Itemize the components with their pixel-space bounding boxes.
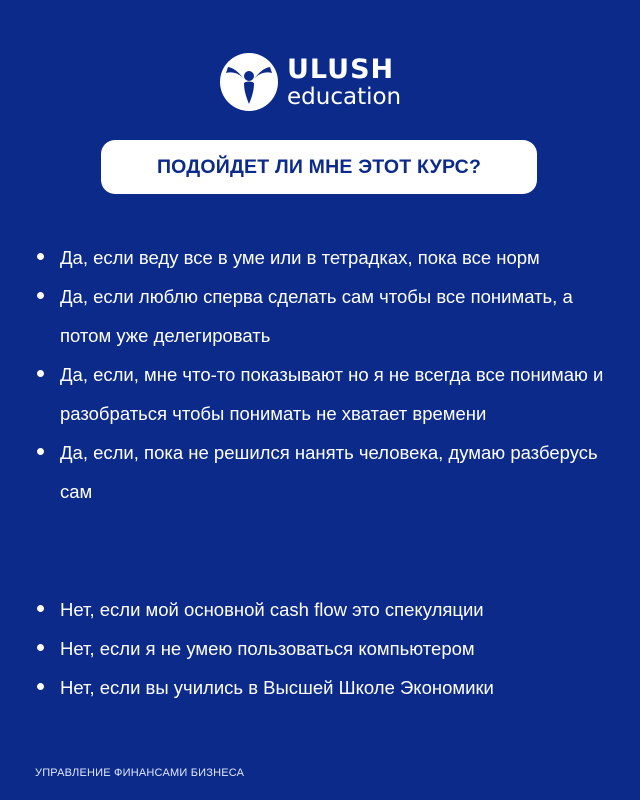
list-item-no-3: Нет, если вы учились в Высшей Школе Экономики [36, 668, 616, 707]
logo-text [287, 53, 402, 110]
logo-subtitle: education [287, 83, 402, 110]
no-list [36, 590, 616, 707]
brand-logo [219, 52, 401, 112]
list-item-no-1: Нет, если мой основной cash flow это спекуляции [36, 590, 616, 629]
yes-list [36, 238, 616, 511]
logo-brand: ULUSH [287, 53, 395, 85]
list-item-yes-4: Да, если, пока не решился нанять человека, думаю разберусь сам [36, 433, 616, 511]
list-item-yes-2: Да, если люблю сперва сделать сам чтобы все понимать, а потом уже делегировать [36, 277, 616, 355]
flying-figure-logo-icon [219, 52, 279, 112]
headline-banner: ПОДОЙДЕТ ЛИ МНЕ ЭТОТ КУРС? [101, 140, 537, 194]
list-item-no-2: Нет, если я не умею пользоваться компьютером [36, 629, 616, 668]
footer-caption: УПРАВЛЕНИЕ ФИНАНСАМИ БИЗНЕСА [35, 767, 245, 779]
list-item-yes-3: Да, если, мне что-то показывают но я не всегда все понимаю и разобраться чтобы понимать не хватает времени [36, 355, 616, 433]
list-item-yes-1: Да, если веду все в уме или в тетрадках, пока все норм [36, 238, 616, 277]
